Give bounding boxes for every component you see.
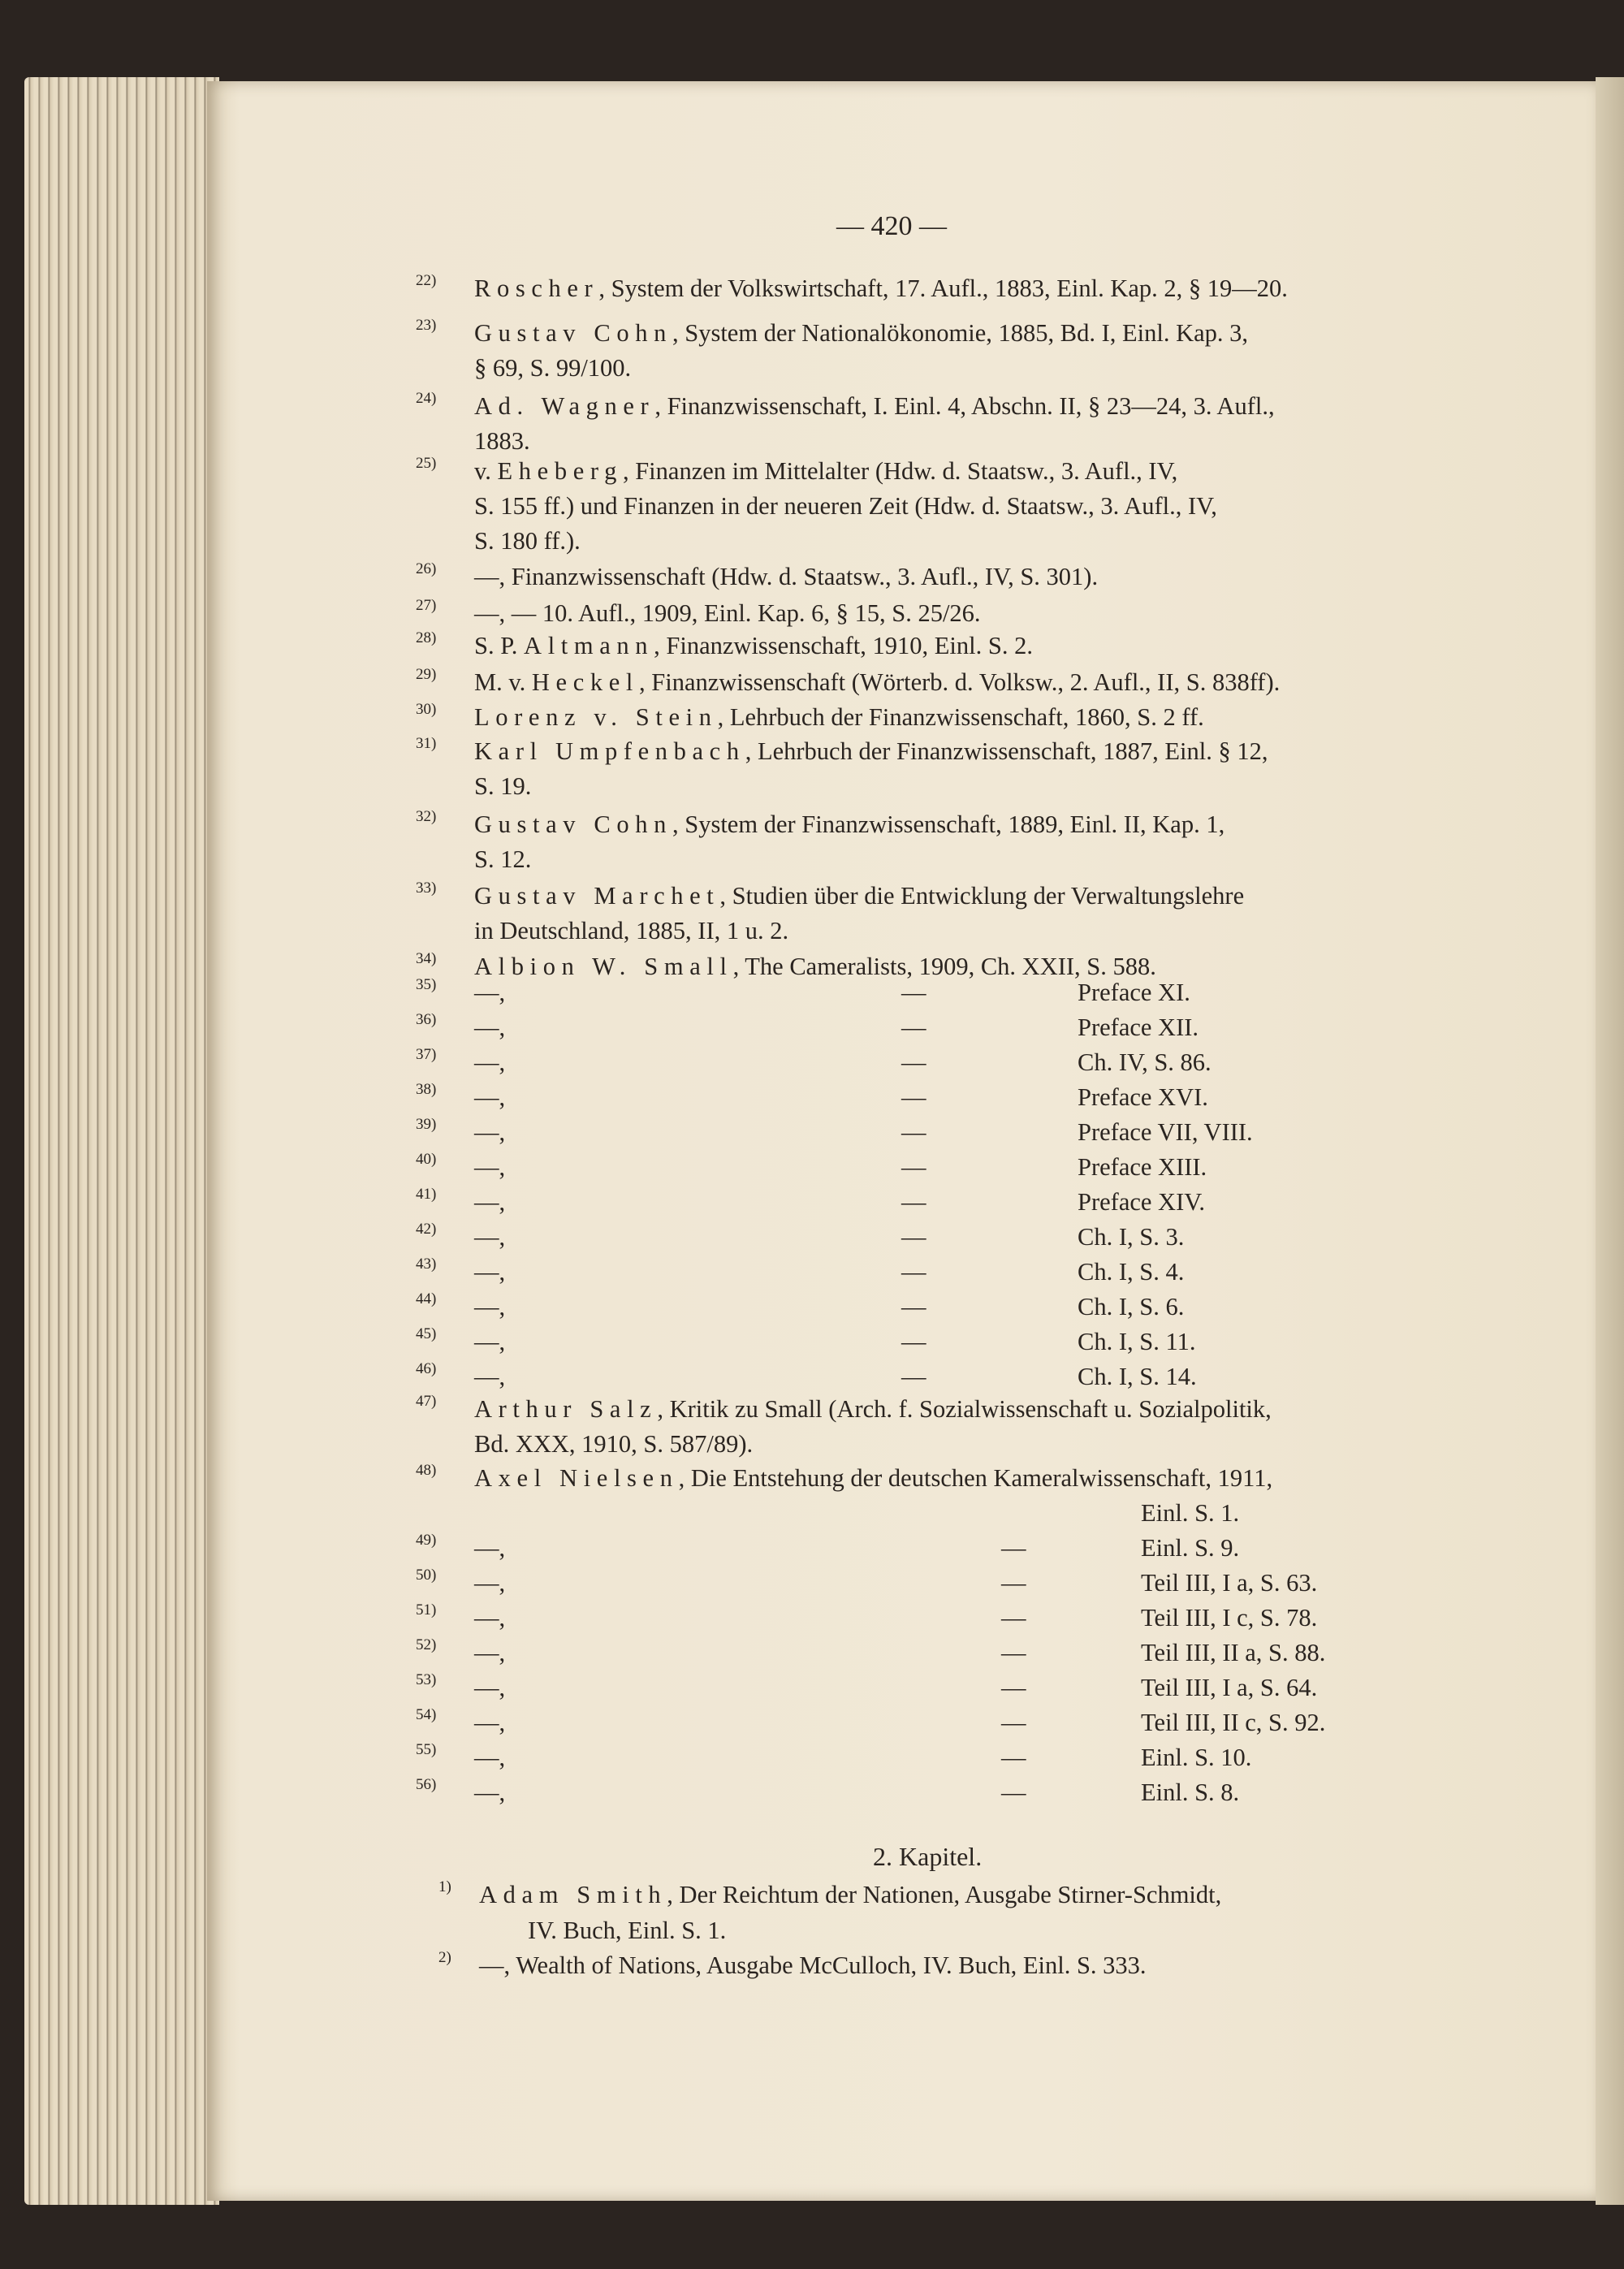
reference: Preface XVI. — [1078, 1083, 1208, 1111]
note-prefix: S. P. — [474, 632, 525, 659]
ditto-mark: — — [901, 1223, 926, 1251]
note-number: 45) — [416, 1325, 437, 1342]
note-continuation: S. 12. — [474, 845, 532, 873]
ditto-mark: — — [1001, 1778, 1026, 1806]
note-number: 44) — [416, 1290, 437, 1307]
note-continuation: § 69, S. 99/100. — [474, 354, 632, 382]
note-prefix: v. — [474, 457, 498, 485]
note-line — [474, 739, 1268, 764]
note-line — [474, 812, 1224, 837]
ditto-mark: — — [901, 1293, 926, 1320]
reference: Einl. S. 9. — [1141, 1534, 1240, 1562]
reference: Preface XI. — [1078, 979, 1190, 1006]
note-number: 41) — [416, 1186, 437, 1203]
note-number: 52) — [416, 1636, 437, 1653]
note-line — [474, 394, 1275, 419]
ditto-mark: — — [1001, 1569, 1026, 1597]
ditto-mark: — — [901, 1013, 926, 1041]
ditto-dash: —, — [474, 1674, 506, 1701]
note-number: 47) — [416, 1393, 437, 1410]
note-line — [474, 601, 981, 626]
ditto-dash: —, — [474, 1328, 506, 1355]
note-number: 53) — [416, 1671, 437, 1688]
note-number: 2) — [438, 1949, 451, 1966]
note-prefix: M. v. — [474, 668, 532, 696]
note-line — [479, 1953, 1147, 1978]
note-number: 37) — [416, 1046, 437, 1063]
ditto-mark: — — [1001, 1709, 1026, 1736]
reference: Ch. IV, S. 86. — [1078, 1048, 1212, 1076]
ditto-dash: —, — [474, 1778, 506, 1806]
ditto-dash: —, — [474, 1118, 506, 1146]
ditto-dash: —, — [474, 1153, 506, 1181]
ditto-mark: — — [1001, 1639, 1026, 1666]
note-number: 40) — [416, 1151, 437, 1168]
note-number: 46) — [416, 1360, 437, 1377]
reference: Einl. S. 8. — [1141, 1778, 1240, 1806]
note-number: 26) — [416, 560, 437, 577]
author-name: Ad. Wagner — [474, 392, 655, 420]
note-text: —, — 10. Aufl., 1909, Einl. Kap. 6, § 15, S. 25/26. — [474, 599, 981, 627]
ditto-dash: —, — [474, 979, 506, 1006]
note-continuation: S. 180 ff.). — [474, 527, 581, 555]
ditto-mark: — — [1001, 1674, 1026, 1701]
ditto-mark: — — [1001, 1604, 1026, 1632]
reference: Teil III, II c, S. 92. — [1141, 1709, 1326, 1736]
note-text: , Finanzen im Mittelalter (Hdw. d. Staatsw., 3. Aufl., IV, — [622, 457, 1178, 485]
note-text: —, Wealth of Nations, Ausgabe McCulloch, IV. Buch, Einl. S. 333. — [479, 1951, 1147, 1979]
ditto-dash: —, — [474, 1744, 506, 1771]
note-line — [474, 1466, 1272, 1491]
author-name: Albion W. Small — [474, 953, 733, 980]
reference: Ch. I, S. 14. — [1078, 1363, 1197, 1390]
reference: Ch. I, S. 11. — [1078, 1328, 1196, 1355]
ditto-dash: —, — [474, 1293, 506, 1320]
ditto-dash: —, — [474, 1083, 506, 1111]
note-number: 55) — [416, 1741, 437, 1758]
ditto-dash: —, — [474, 1363, 506, 1390]
reference: Preface XIV. — [1078, 1188, 1205, 1216]
note-number: 22) — [416, 272, 437, 289]
note-line — [474, 459, 1177, 484]
author-name: Karl Umpfenbach — [474, 737, 745, 765]
note-text: , Der Reichtum der Nationen, Ausgabe Stirner-Schmidt, — [667, 1881, 1222, 1908]
note-line — [474, 633, 1033, 659]
note-number: 25) — [416, 455, 437, 472]
author-name: Altmann — [524, 632, 654, 659]
note-number: 39) — [416, 1116, 437, 1133]
note-continuation: IV. Buch, Einl. S. 1. — [528, 1917, 727, 1944]
reference: Ch. I, S. 3. — [1078, 1223, 1185, 1251]
author-name: Eheberg — [497, 457, 623, 485]
note-text: , System der Finanzwissenschaft, 1889, Einl. II, Kap. 1, — [672, 810, 1225, 838]
reference: Einl. S. 10. — [1141, 1744, 1252, 1771]
note-line — [474, 321, 1248, 346]
ditto-dash: —, — [474, 1223, 506, 1251]
ditto-mark: — — [901, 1048, 926, 1076]
reference: Ch. I, S. 6. — [1078, 1293, 1185, 1320]
note-number: 51) — [416, 1601, 437, 1619]
author-name: Lorenz v. Stein — [474, 703, 718, 731]
ditto-dash: —, — [474, 1013, 506, 1041]
note-line — [474, 705, 1204, 730]
author-name: Heckel — [531, 668, 640, 696]
page-number: — 420 — — [836, 211, 947, 241]
note-line — [474, 276, 1288, 301]
note-number: 50) — [416, 1567, 437, 1584]
note-number: 24) — [416, 390, 437, 407]
author-name: Axel Nielsen — [474, 1464, 679, 1492]
author-name: Adam Smith — [479, 1881, 667, 1908]
note-number: 54) — [416, 1706, 437, 1723]
note-line — [474, 1397, 1272, 1422]
ditto-mark: — — [1001, 1534, 1026, 1562]
page-edges — [24, 77, 219, 2205]
note-number: 43) — [416, 1256, 437, 1273]
reference: Teil III, I a, S. 64. — [1141, 1674, 1318, 1701]
author-name: Arthur Salz — [474, 1395, 658, 1423]
note-line — [474, 884, 1244, 909]
note-text: , The Cameralists, 1909, Ch. XXII, S. 588. — [732, 953, 1156, 980]
ditto-dash: —, — [474, 1188, 506, 1216]
ditto-mark: — — [901, 979, 926, 1006]
author-name: Gustav Cohn — [474, 810, 672, 838]
note-continuation: in Deutschland, 1885, II, 1 u. 2. — [474, 917, 789, 944]
note-number: 33) — [416, 880, 437, 897]
ditto-dash: —, — [474, 1604, 506, 1632]
reference: Teil III, I c, S. 78. — [1141, 1604, 1318, 1632]
ditto-mark: — — [901, 1258, 926, 1286]
note-line — [474, 564, 1098, 590]
note-number: 42) — [416, 1221, 437, 1238]
note-text: , Lehrbuch der Finanzwissenschaft, 1887, Einl. § 12, — [745, 737, 1268, 765]
facing-page-edge — [1596, 77, 1624, 2205]
note-number: 27) — [416, 597, 437, 614]
author-name: Gustav Marchet — [474, 882, 720, 910]
ditto-dash: —, — [474, 1258, 506, 1286]
ditto-mark: — — [901, 1083, 926, 1111]
ditto-mark: — — [901, 1118, 926, 1146]
ditto-dash: —, — [474, 1639, 506, 1666]
ditto-mark: — — [901, 1153, 926, 1181]
reference: Preface XII. — [1078, 1013, 1199, 1041]
note-line — [479, 1882, 1221, 1908]
ditto-mark: — — [901, 1363, 926, 1390]
note-text: , Finanzwissenschaft, 1910, Einl. S. 2. — [654, 632, 1033, 659]
note-number: 38) — [416, 1081, 437, 1098]
note-text: , Finanzwissenschaft, I. Einl. 4, Abschn. II, § 23—24, 3. Aufl., — [654, 392, 1275, 420]
note-text: —, Finanzwissenschaft (Hdw. d. Staatsw., 3. Aufl., IV, S. 301). — [474, 563, 1099, 590]
note-number: 29) — [416, 666, 437, 683]
reference: Ch. I, S. 4. — [1078, 1258, 1185, 1286]
reference: Teil III, I a, S. 63. — [1141, 1569, 1318, 1597]
note-continuation: S. 155 ff.) und Finanzen in der neueren Zeit (Hdw. d. Staatsw., 3. Aufl., IV, — [474, 492, 1217, 520]
note-number: 1) — [438, 1878, 451, 1895]
note-number: 31) — [416, 735, 437, 752]
note-continuation: 1883. — [474, 427, 530, 455]
note-text: , Lehrbuch der Finanzwissenschaft, 1860, S. 2 ff. — [717, 703, 1204, 731]
ditto-mark: — — [901, 1188, 926, 1216]
note-number: 56) — [416, 1776, 437, 1793]
note-text: , Die Entstehung der deutschen Kameralwissenschaft, 1911, — [678, 1464, 1273, 1492]
note-continuation: Bd. XXX, 1910, S. 587/89). — [474, 1430, 754, 1458]
note-continuation: S. 19. — [474, 772, 532, 800]
note-number: 34) — [416, 950, 437, 967]
note-text: , Kritik zu Small (Arch. f. Sozialwissenschaft u. Sozialpolitik, — [657, 1395, 1272, 1423]
note-number: 35) — [416, 976, 437, 993]
note-number: 23) — [416, 317, 437, 334]
note-number: 28) — [416, 629, 437, 646]
reference: Preface VII, VIII. — [1078, 1118, 1253, 1146]
note-line — [474, 670, 1280, 695]
note-continuation: Einl. S. 1. — [1141, 1499, 1240, 1527]
note-text: , Studien über die Entwicklung der Verwaltungslehre — [719, 882, 1245, 910]
note-number: 30) — [416, 701, 437, 718]
reference: Teil III, II a, S. 88. — [1141, 1639, 1326, 1666]
note-text: , Finanzwissenschaft (Wörterb. d. Volksw., 2. Aufl., II, S. 838ff). — [639, 668, 1281, 696]
note-number: 48) — [416, 1462, 437, 1479]
note-number: 32) — [416, 808, 437, 825]
note-text: , System der Volkswirtschaft, 17. Aufl., 1883, Einl. Kap. 2, § 19—20. — [598, 274, 1288, 302]
ditto-mark: — — [1001, 1744, 1026, 1771]
chapter-heading: 2. Kapitel. — [873, 1842, 983, 1871]
author-name: Gustav Cohn — [474, 319, 672, 347]
ditto-dash: —, — [474, 1534, 506, 1562]
note-number: 36) — [416, 1011, 437, 1028]
ditto-dash: —, — [474, 1048, 506, 1076]
note-text: , System der Nationalökonomie, 1885, Bd. I, Einl. Kap. 3, — [672, 319, 1249, 347]
ditto-dash: —, — [474, 1709, 506, 1736]
ditto-mark: — — [901, 1328, 926, 1355]
reference: Preface XIII. — [1078, 1153, 1207, 1181]
note-number: 49) — [416, 1532, 437, 1549]
author-name: Roscher — [474, 274, 599, 302]
ditto-dash: —, — [474, 1569, 506, 1597]
note-line — [474, 954, 1156, 979]
